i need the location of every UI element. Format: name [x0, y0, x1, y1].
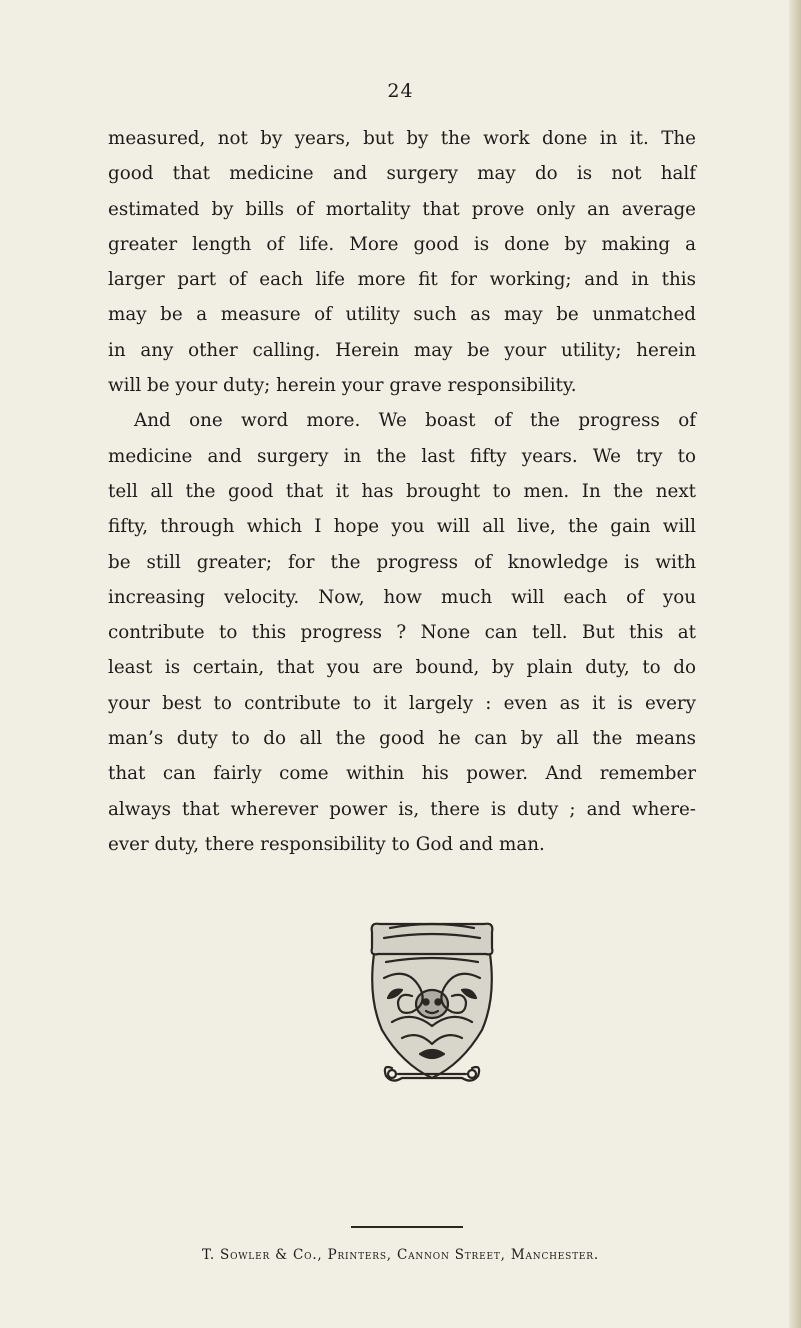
text-line: estimated by bills of mortality that prove only an average [108, 198, 696, 220]
paragraph-1 [108, 121, 696, 403]
text-line: And one word more. We boast of the progress of [134, 410, 696, 432]
text-line: may be a measure of utility such as may be unmatched [108, 304, 696, 326]
text-line: that can fairly come within his power. And remember [108, 763, 696, 785]
footer-rule [351, 1226, 463, 1228]
text-line: measured, not by years, but by the work done in it. The [108, 128, 696, 149]
text-line: man’s duty to do all the good he can by all the means [108, 728, 696, 750]
text-line: fifty, through which I hope you will all live, the gain will [108, 516, 696, 538]
text-line: always that wherever power is, there is duty ; and where- [108, 798, 696, 820]
text-line: greater length of life. More good is done by making a [108, 233, 696, 255]
text-line: tell all the good that it has brought to men. In the next [108, 480, 696, 502]
body-text [108, 121, 696, 862]
text-line: larger part of each life more fit for working; and in this [108, 269, 696, 291]
text-line: your best to contribute to it largely : even as it is every [108, 692, 696, 714]
paragraph-2 [108, 403, 696, 862]
text-line: increasing velocity. Now, how much will each of you [108, 586, 696, 608]
printer-ornament-icon [362, 918, 502, 1098]
text-line: medicine and surgery in the last fifty years. We try to [108, 445, 696, 467]
text-line: will be your duty; herein your grave responsibility. [108, 375, 577, 397]
text-line: least is certain, that you are bound, by plain duty, to do [108, 657, 696, 679]
text-line: ever duty, there responsibility to God and man. [108, 833, 545, 855]
text-line: contribute to this progress ? None can tell. But this at [108, 622, 696, 644]
page-edge [789, 0, 801, 1328]
text-line: be still greater; for the progress of knowledge is with [108, 551, 696, 573]
page-number: 24 [387, 80, 414, 102]
text-line: good that medicine and surgery may do is not half [108, 163, 696, 185]
text-line: in any other calling. Herein may be your utility; herein [108, 339, 696, 361]
printer-imprint: T. Sowler & Co., Printers, Cannon Street, Manchester. [202, 1247, 599, 1263]
